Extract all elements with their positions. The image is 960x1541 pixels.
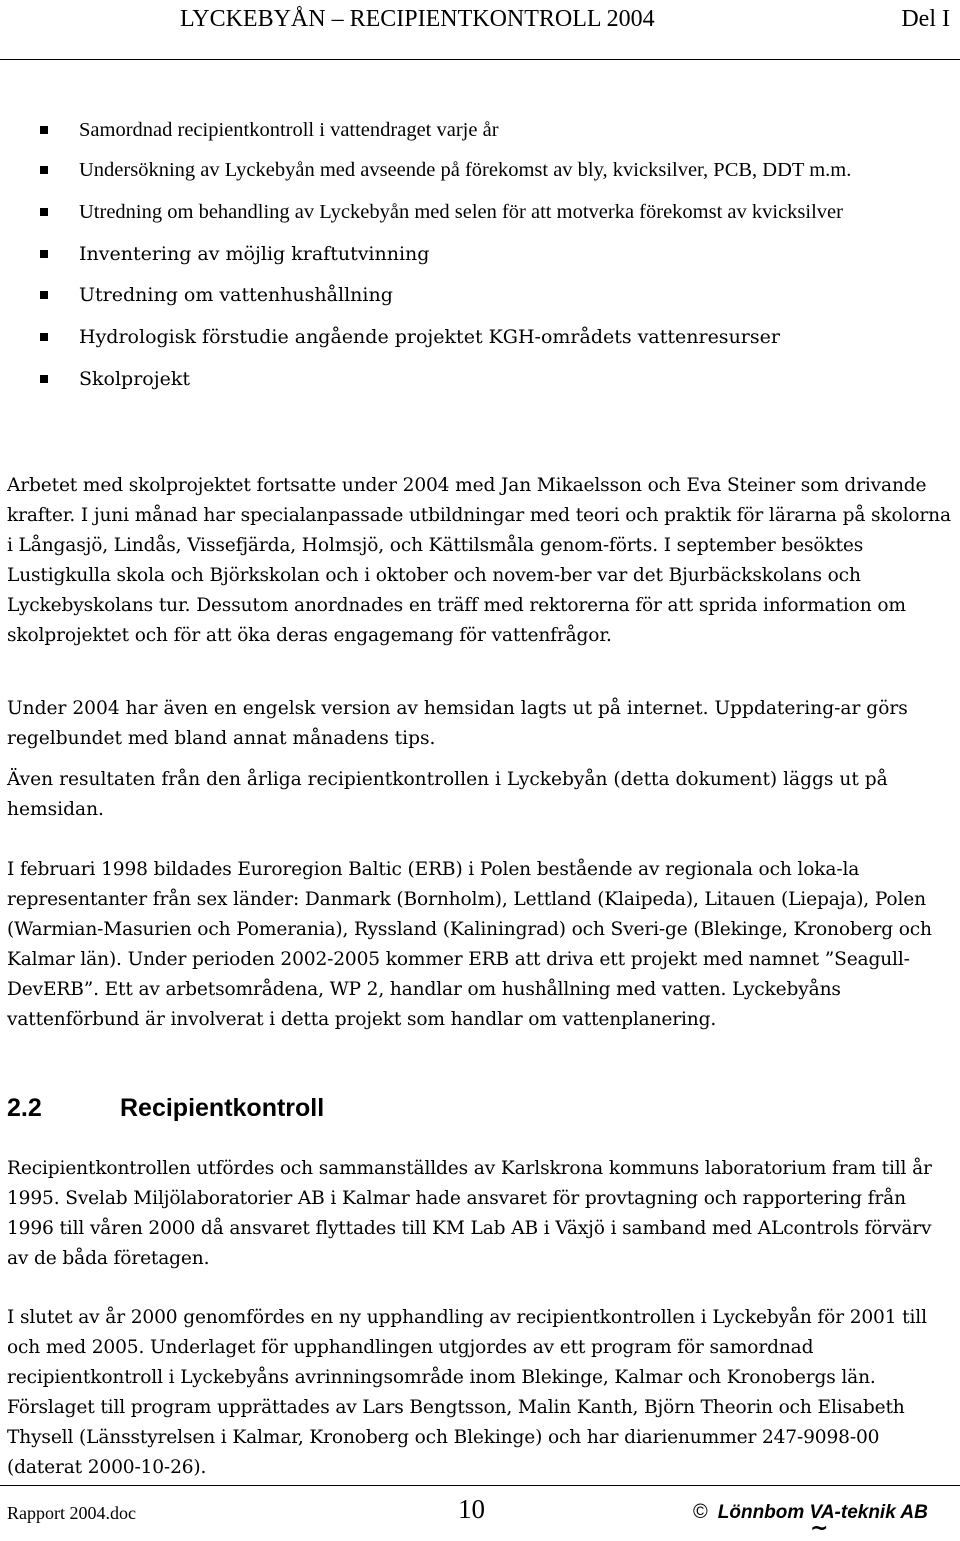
- list-item: Samordnad recipientkontroll i vattendraget varje år: [0, 115, 960, 145]
- bullet-list: [0, 115, 960, 394]
- copyright-icon: ©: [693, 1501, 708, 1523]
- bullet-square-icon: [40, 291, 48, 299]
- section-heading: [7, 1094, 324, 1123]
- list-item: Utredning om behandling av Lyckebyån med selen för att motverka förekomst av kvicksilver: [0, 197, 960, 227]
- footer-filename: Rapport 2004.doc: [7, 1503, 136, 1523]
- header-part: Del I: [901, 6, 950, 32]
- paragraph: Recipientkontrollen utfördes och sammanställdes av Karlskrona kommuns laboratorium fram till år 1995. Svelab Miljölaboratorier AB i Kalmar hade ansvaret för provtagning och rapportering från 1996 till våren 2000 då ansvaret flyttades till KM Lab AB i Växjö i samband med ALcontrols förvärv av de båda företagen.: [7, 1158, 932, 1269]
- paragraph: I slutet av år 2000 genomfördes en ny upphandling av recipientkontrollen i Lyckebyån för 2001 till och med 2005. Underlaget för upphandlingen utgjordes av ett program för samordnad recipientkontroll i Lyckebyåns avrinningsområde inom Blekinge, Kalmar och Kronobergs län. Förslaget till program upprättades av Lars Bengtsson, Malin Kanth, Björn Theorin och Elisabeth Thysell (Länsstyrelsen i Kalmar, Kronoberg och Blekinge) och har diarienummer 247-9098-00 (daterat 2000-10-26).: [7, 1307, 927, 1478]
- bullet-square-icon: [40, 166, 48, 174]
- paragraph: Även resultaten från den årliga recipientkontrollen i Lyckebyån (detta dokument) läggs ut på hemsidan.: [7, 769, 888, 820]
- footer-divider: [0, 1485, 960, 1486]
- paragraph: I februari 1998 bildades Euroregion Baltic (ERB) i Polen bestående av regionala och loka-la representanter från sex länder: Danmark (Bornholm), Lettland (Klaipeda), Litauen (Liepaja), Polen (Warmian-Masurien och Pomerania), Ryssland (Kaliningrad) och Sveri-ge (Blekinge, Kronoberg och Kalmar län). Under perioden 2002-2005 kommer ERB att driva ett projekt med namnet ”Seagull-DevERB”. Ett av arbetsområdena, WP 2, handlar om hushållning med vatten. Lyckebyåns vattenförbund är involverat i detta projekt som handlar om vattenplanering.: [7, 859, 932, 1030]
- page-footer: [0, 1494, 960, 1541]
- wave-logo-icon: ~: [810, 1516, 829, 1541]
- list-item: Skolprojekt: [0, 364, 960, 394]
- list-item: Undersökning av Lyckebyån med avseende på förekomst av bly, kvicksilver, PCB, DDT m.m.: [0, 155, 960, 185]
- bullet-square-icon: [40, 333, 48, 341]
- list-item: Utredning om vattenhushållning: [0, 280, 960, 310]
- bullet-square-icon: [40, 126, 48, 134]
- header-divider: [0, 59, 960, 60]
- header-title: LYCKEBYÅN – RECIPIENTKONTROLL 2004: [180, 6, 655, 32]
- bullet-square-icon: [40, 208, 48, 216]
- section-title: Recipientkontroll: [120, 1094, 325, 1122]
- page-header: [0, 3, 960, 43]
- list-item: Inventering av möjlig kraftutvinning: [0, 239, 960, 269]
- paragraph: Under 2004 har även en engelsk version av hemsidan lagts ut på internet. Uppdatering-ar görs regelbundet med bland annat månadens tips.: [7, 698, 908, 749]
- company-name: Lönnbom VA-teknik AB: [717, 1502, 928, 1523]
- bullet-square-icon: [40, 375, 48, 383]
- bullet-square-icon: [40, 250, 48, 258]
- list-item: Hydrologisk förstudie angående projektet KGH-områdets vattenresurser: [0, 322, 960, 352]
- section-number: 2.2: [7, 1094, 42, 1122]
- page-number: 10: [458, 1494, 485, 1524]
- paragraph: Arbetet med skolprojektet fortsatte under 2004 med Jan Mikaelsson och Eva Steiner som drivande krafter. I juni månad har specialanpassade utbildningar med teori och praktik för lärarna på skolorna i Långasjö, Lindås, Vissefjärda, Holmsjö, och Kättilsmåla genom-förts. I september besöktes Lustigkulla skola och Björkskolan och i oktober och novem-ber var det Bjurbäckskolans och Lyckebyskolans tur. Dessutom anordnades en träff med rektorerna för att sprida information om skolprojektet och för att öka deras engagemang för vattenfrågor.: [7, 475, 951, 646]
